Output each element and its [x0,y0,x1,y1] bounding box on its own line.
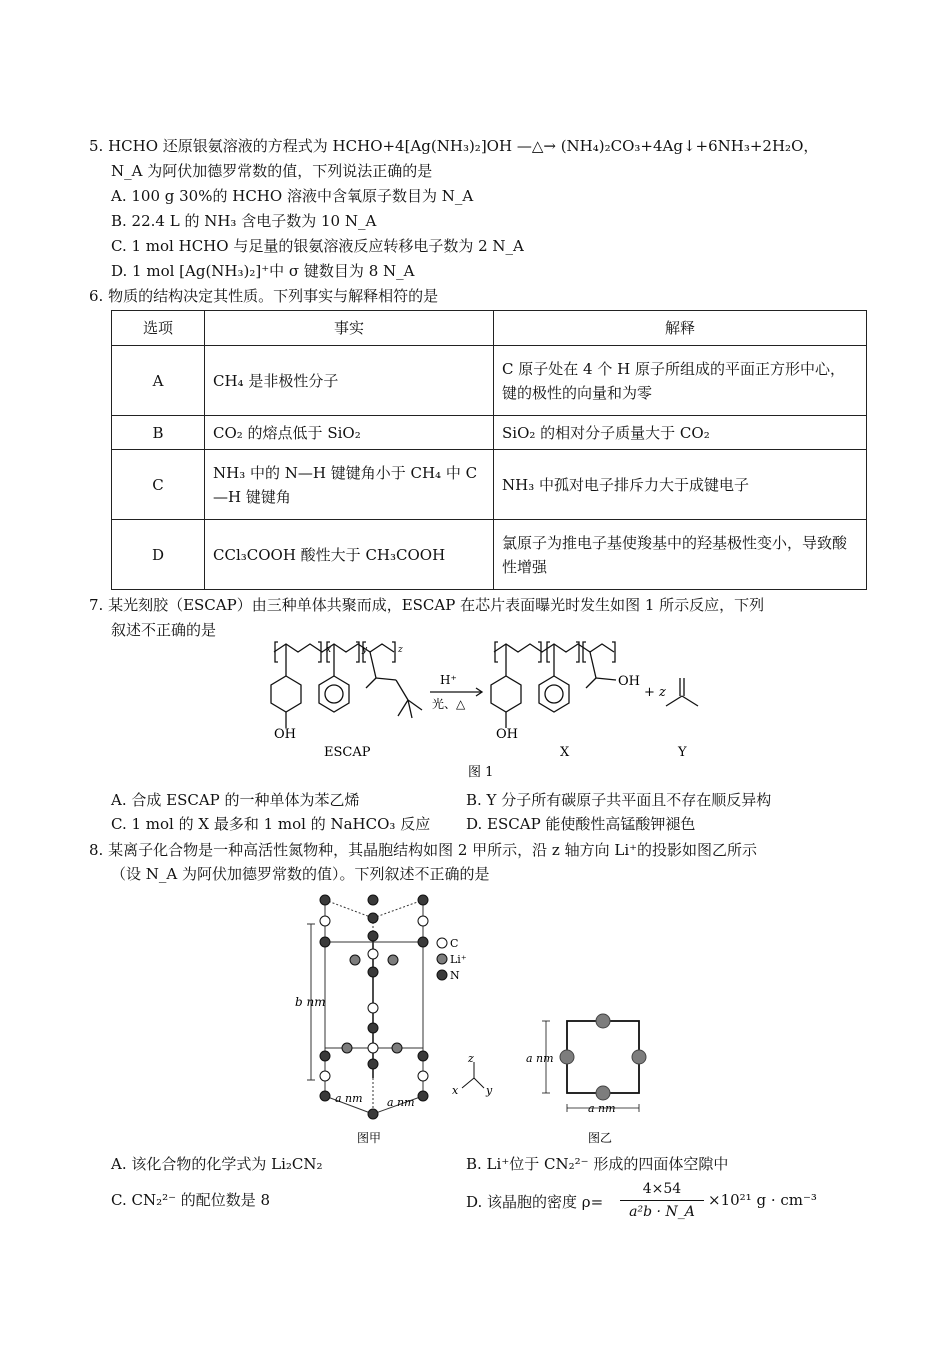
table-row [112,520,867,590]
header-option: 选项 [112,311,205,346]
q8-option-c: C. CN₂²⁻ 的配位数是 8 [111,1191,271,1209]
row-option: A [112,346,205,416]
label-escap: ESCAP [324,745,371,760]
density-fraction [620,1178,704,1223]
axis-x: x [452,1084,459,1097]
proj-a-bottom: a nm [588,1102,616,1115]
row-explain: SiO₂ 的相对分子质量大于 CO₂ [494,416,867,450]
q6-stem: 6. 物质的结构决定其性质。下列事实与解释相符的是 [89,287,439,305]
row-explain: NH₃ 中孤对电子排斥力大于成键电子 [494,450,867,520]
q7-stem-line1: 7. 某光刻胶（ESCAP）由三种单体共聚而成，ESCAP 在芯片表面曝光时发生如图 1 所示反应，下列 [89,596,765,614]
table-row [112,346,867,416]
q7-option-a: A. 合成 ESCAP 的一种单体为苯乙烯 [111,791,360,809]
benzene-ring [319,676,349,712]
row-option: D [112,520,205,590]
row-fact: NH₃ 中的 N—H 键键角小于 CH₄ 中 C—H 键键角 [205,450,494,520]
label-x: X [560,745,570,760]
row-option: C [112,450,205,520]
escap-oh: OH [274,727,296,742]
b-nm-label: b nm [295,995,326,1009]
density-tail: ×10²¹ g · cm⁻³ [708,1191,817,1209]
q6-table [111,310,867,590]
row-fact: CH₄ 是非极性分子 [205,346,494,416]
legend-n: N [450,969,460,982]
a-nm-label-1: a nm [335,1092,363,1105]
arrow-bottom: 光、△ [432,697,466,711]
axis-indicator [450,1052,498,1098]
label-y: Y [678,745,687,760]
q7-stem-line2: 叙述不正确的是 [111,621,217,639]
axis-z: z [468,1052,474,1065]
arrow-top: H⁺ [440,673,457,687]
q7-option-b: B. Y 分子所有碳原子共平面且不存在顺反异构 [466,791,772,809]
phenol-ring [271,676,301,712]
q8-option-b: B. Li⁺位于 CN₂²⁻ 形成的四面体空隙中 [466,1155,729,1173]
figure-1-reaction [260,640,710,780]
x-oh: OH [496,727,518,742]
q5-option-b: B. 22.4 L 的 NH₃ 含电子数为 10 N_A [111,212,377,230]
q5-option-d: D. 1 mol [Ag(NH₃)₂]⁺中 σ 键数目为 8 N_A [111,262,415,280]
q8-option-a: A. 该化合物的化学式为 Li₂CN₂ [111,1155,323,1173]
q5-option-c: C. 1 mol HCHO 与足量的银氨溶液反应转移电子数为 2 N_A [111,237,524,255]
q8-stem-line1: 8. 某离子化合物是一种高活性氮物种，其晶胞结构如图 2 甲所示，沿 z 轴方向 Li⁺的投影如图乙所示 [89,841,758,859]
table-row [112,416,867,450]
caption-jia: 图甲 [357,1131,382,1145]
a-nm-label-2: a nm [387,1096,415,1109]
figure-2-yi-projection [520,1008,660,1148]
axis-y: y [486,1084,493,1097]
caption-yi: 图乙 [588,1131,613,1145]
table-row [112,450,867,520]
q5-stem-line1: 5. HCHO 还原银氨溶液的方程式为 HCHO+4[Ag(NH₃)₂]OH —△→ (NH₄)₂CO₃+4Ag↓+6NH₃+2H₂O， [89,137,819,155]
plus-z: + z [644,685,666,700]
figure-1-caption: 图 1 [468,765,494,780]
subscript-z: z [398,645,403,655]
row-explain: C 原子处在 4 个 H 原子所组成的平面正方形中心，键的极性的向量和为零 [494,346,867,416]
density-numerator: 4×54 [620,1178,704,1201]
header-explain: 解释 [494,311,867,346]
q7-option-d: D. ESCAP 能使酸性高锰酸钾褪色 [466,815,696,833]
table-header-row [112,311,867,346]
x-acid-oh: OH [618,674,640,689]
subscript-y: y [362,645,368,655]
q5-stem-line2: N_A 为阿伏加德罗常数的值，下列说法正确的是 [111,162,433,180]
header-fact: 事实 [205,311,494,346]
legend-c: C [450,937,459,950]
q7-option-c: C. 1 mol 的 X 最多和 1 mol 的 NaHCO₃ 反应 [111,815,431,833]
q8-stem-line2: （设 N_A 为阿伏加德罗常数的值）。下列叙述不正确的是 [111,865,490,883]
row-option: B [112,416,205,450]
density-denominator: a²b · N_A [629,1204,695,1220]
subscript-x: x [326,645,332,655]
row-fact: CO₂ 的熔点低于 SiO₂ [205,416,494,450]
legend-li: Li⁺ [450,953,467,966]
q8-option-d: D. 该晶胞的密度 ρ= [466,1193,604,1211]
figure-2-jia-crystal-cell [295,888,495,1146]
row-explain: 氯原子为推电子基使羧基中的羟基极性变小，导致酸性增强 [494,520,867,590]
q5-option-a: A. 100 g 30%的 HCHO 溶液中含氧原子数目为 N_A [111,187,474,205]
proj-a-side: a nm [526,1052,554,1065]
row-fact: CCl₃COOH 酸性大于 CH₃COOH [205,520,494,590]
legend [436,936,476,986]
